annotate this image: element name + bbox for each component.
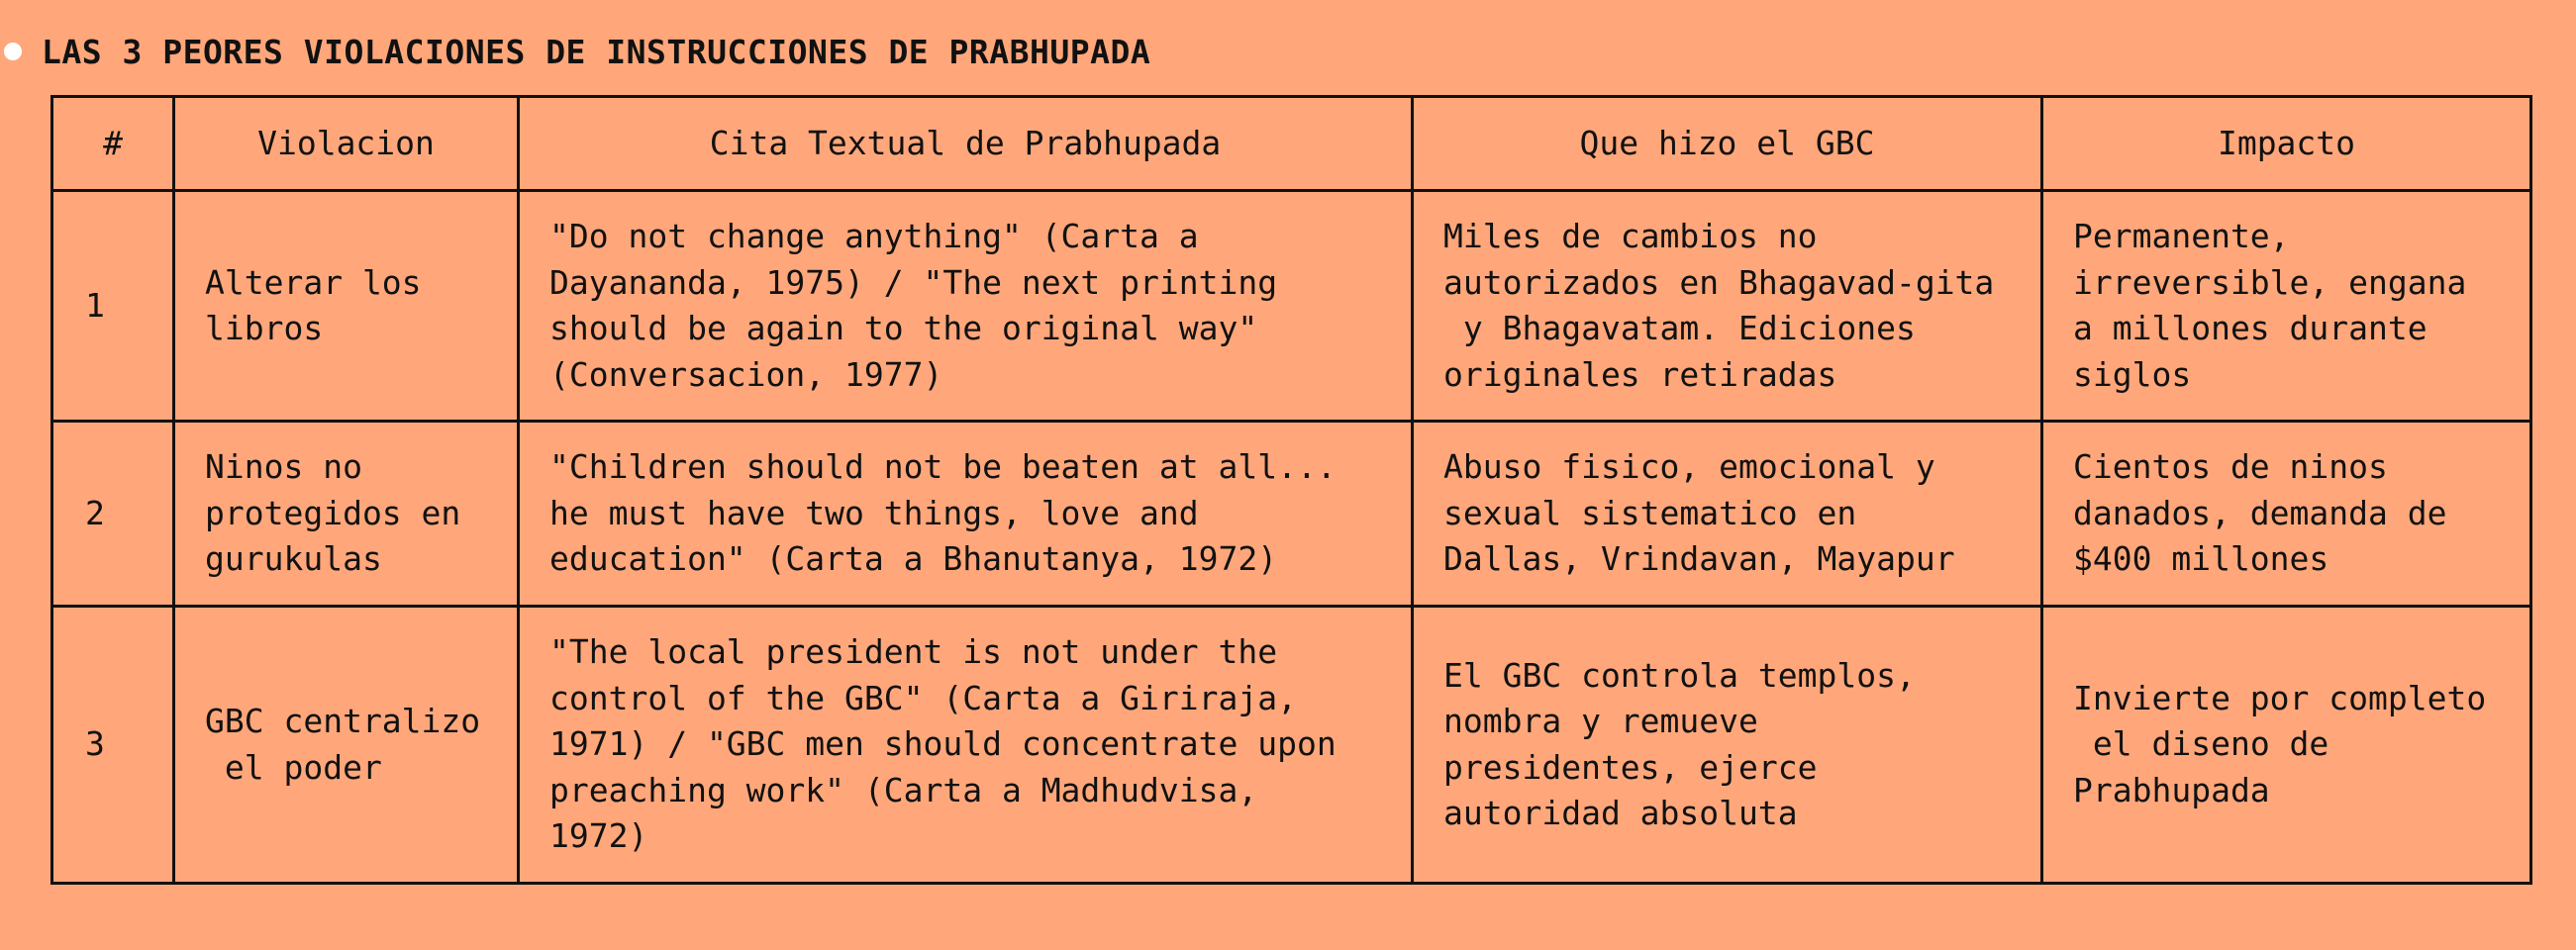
table-row [52, 191, 2531, 422]
impact-cell: Permanente, irreversible, engana a millones durante siglos [2042, 191, 2531, 422]
table-row [52, 607, 2531, 884]
gbc-action-cell: El GBC controla templos, nombra y remueve presidentes, ejerce autoridad absoluta [1413, 607, 2042, 884]
column-header-gbc-action: Que hizo el GBC [1413, 97, 2042, 191]
column-header-impact: Impacto [2042, 97, 2531, 191]
section-heading-row [0, 28, 1150, 75]
violation-cell: Ninos no protegidos en gurukulas [174, 422, 519, 607]
quote-cell: "The local president is not under the control of the GBC" (Carta a Giriraja, 1971) / "GBC men should concentrate upon preaching work" (Carta a Madhudvisa, 1972) [519, 607, 1413, 884]
impact-cell: Invierte por completo el diseno de Prabhupada [2042, 607, 2531, 884]
quote-cell: "Children should not be beaten at all... he must have two things, love and education" (Carta a Bhanutanya, 1972) [519, 422, 1413, 607]
gbc-action-cell: Abuso fisico, emocional y sexual sistematico en Dallas, Vrindavan, Mayapur [1413, 422, 2042, 607]
row-number-cell: 1 [52, 191, 174, 422]
violations-table [50, 95, 2532, 885]
quote-cell: "Do not change anything" (Carta a Dayananda, 1975) / "The next printing should be again to the original way" (Conversacion, 1977) [519, 191, 1413, 422]
gbc-action-cell: Miles de cambios no autorizados en Bhagavad-gita y Bhagavatam. Ediciones originales retiradas [1413, 191, 2042, 422]
impact-cell: Cientos de ninos danados, demanda de $400 millones [2042, 422, 2531, 607]
column-header-quote: Cita Textual de Prabhupada [519, 97, 1413, 191]
row-number-cell: 3 [52, 607, 174, 884]
violation-cell: Alterar los libros [174, 191, 519, 422]
column-header-number: # [52, 97, 174, 191]
column-header-violation: Violacion [174, 97, 519, 191]
table-row [52, 422, 2531, 607]
violation-cell: GBC centralizo el poder [174, 607, 519, 884]
section-heading: LAS 3 PEORES VIOLACIONES DE INSTRUCCIONES DE PRABHUPADA [42, 32, 1151, 71]
row-number-cell: 2 [52, 422, 174, 607]
table-header-row [52, 97, 2531, 191]
bullet-dot-icon [4, 43, 22, 60]
